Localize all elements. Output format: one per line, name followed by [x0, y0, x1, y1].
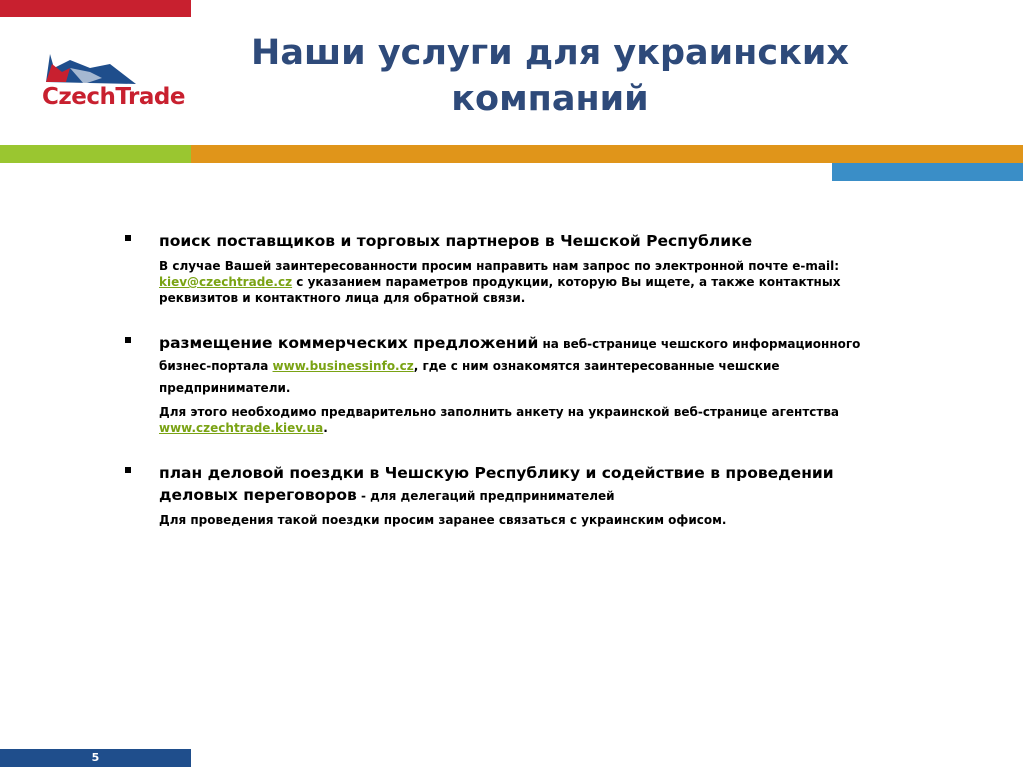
item-text: В случае Вашей заинтересованности просим направить нам запрос по электронной почте e-mail: kiev@czechtrade.cz с указанием параметров продукции, которую Вы ищете, а также контактных реквизитов и контактного лица для обратной связи.	[159, 259, 841, 305]
band-orange	[191, 145, 1023, 163]
band-blue	[832, 163, 1023, 181]
item-text: Для проведения такой поездки просим заранее связаться с украинским офисом.	[159, 513, 727, 527]
email-link[interactable]: kiev@czechtrade.cz	[159, 275, 293, 289]
czechtrade-logo	[40, 48, 185, 112]
logo-flag-icon	[40, 48, 140, 88]
footer-bar	[0, 749, 191, 767]
list-item	[125, 462, 885, 528]
item-heading: план деловой поездки в Чешскую Республику и содействие в проведении деловых переговоров - для делегаций предпринимателей	[159, 464, 834, 504]
page-number: 5	[91, 751, 100, 764]
czechtrade-kiev-link[interactable]: www.czechtrade.kiev.ua	[159, 421, 324, 435]
top-red-bar	[0, 0, 191, 17]
bullet-icon	[125, 235, 131, 241]
bullet-icon	[125, 337, 131, 343]
services-list	[125, 230, 885, 554]
list-item	[125, 332, 885, 436]
page-title: Наши услуги для украинских компаний	[251, 33, 849, 119]
list-item	[125, 230, 885, 306]
item-heading: размещение коммерческих предложений на веб-странице чешского информационного бизнес-портала www.businessinfo.cz, где с ним ознакомятся заинтересованные чешские предприниматели.	[159, 334, 861, 395]
item-text: Для этого необходимо предварительно заполнить анкету на украинской веб-странице агентства www.czechtrade.kiev.ua.	[159, 405, 840, 435]
businessinfo-link[interactable]: www.businessinfo.cz	[272, 359, 414, 373]
logo-text: CzechTrade	[42, 84, 185, 110]
item-heading: поиск поставщиков и торговых партнеров в Чешской Республике	[159, 232, 753, 250]
bullet-icon	[125, 467, 131, 473]
band-green	[0, 145, 191, 163]
